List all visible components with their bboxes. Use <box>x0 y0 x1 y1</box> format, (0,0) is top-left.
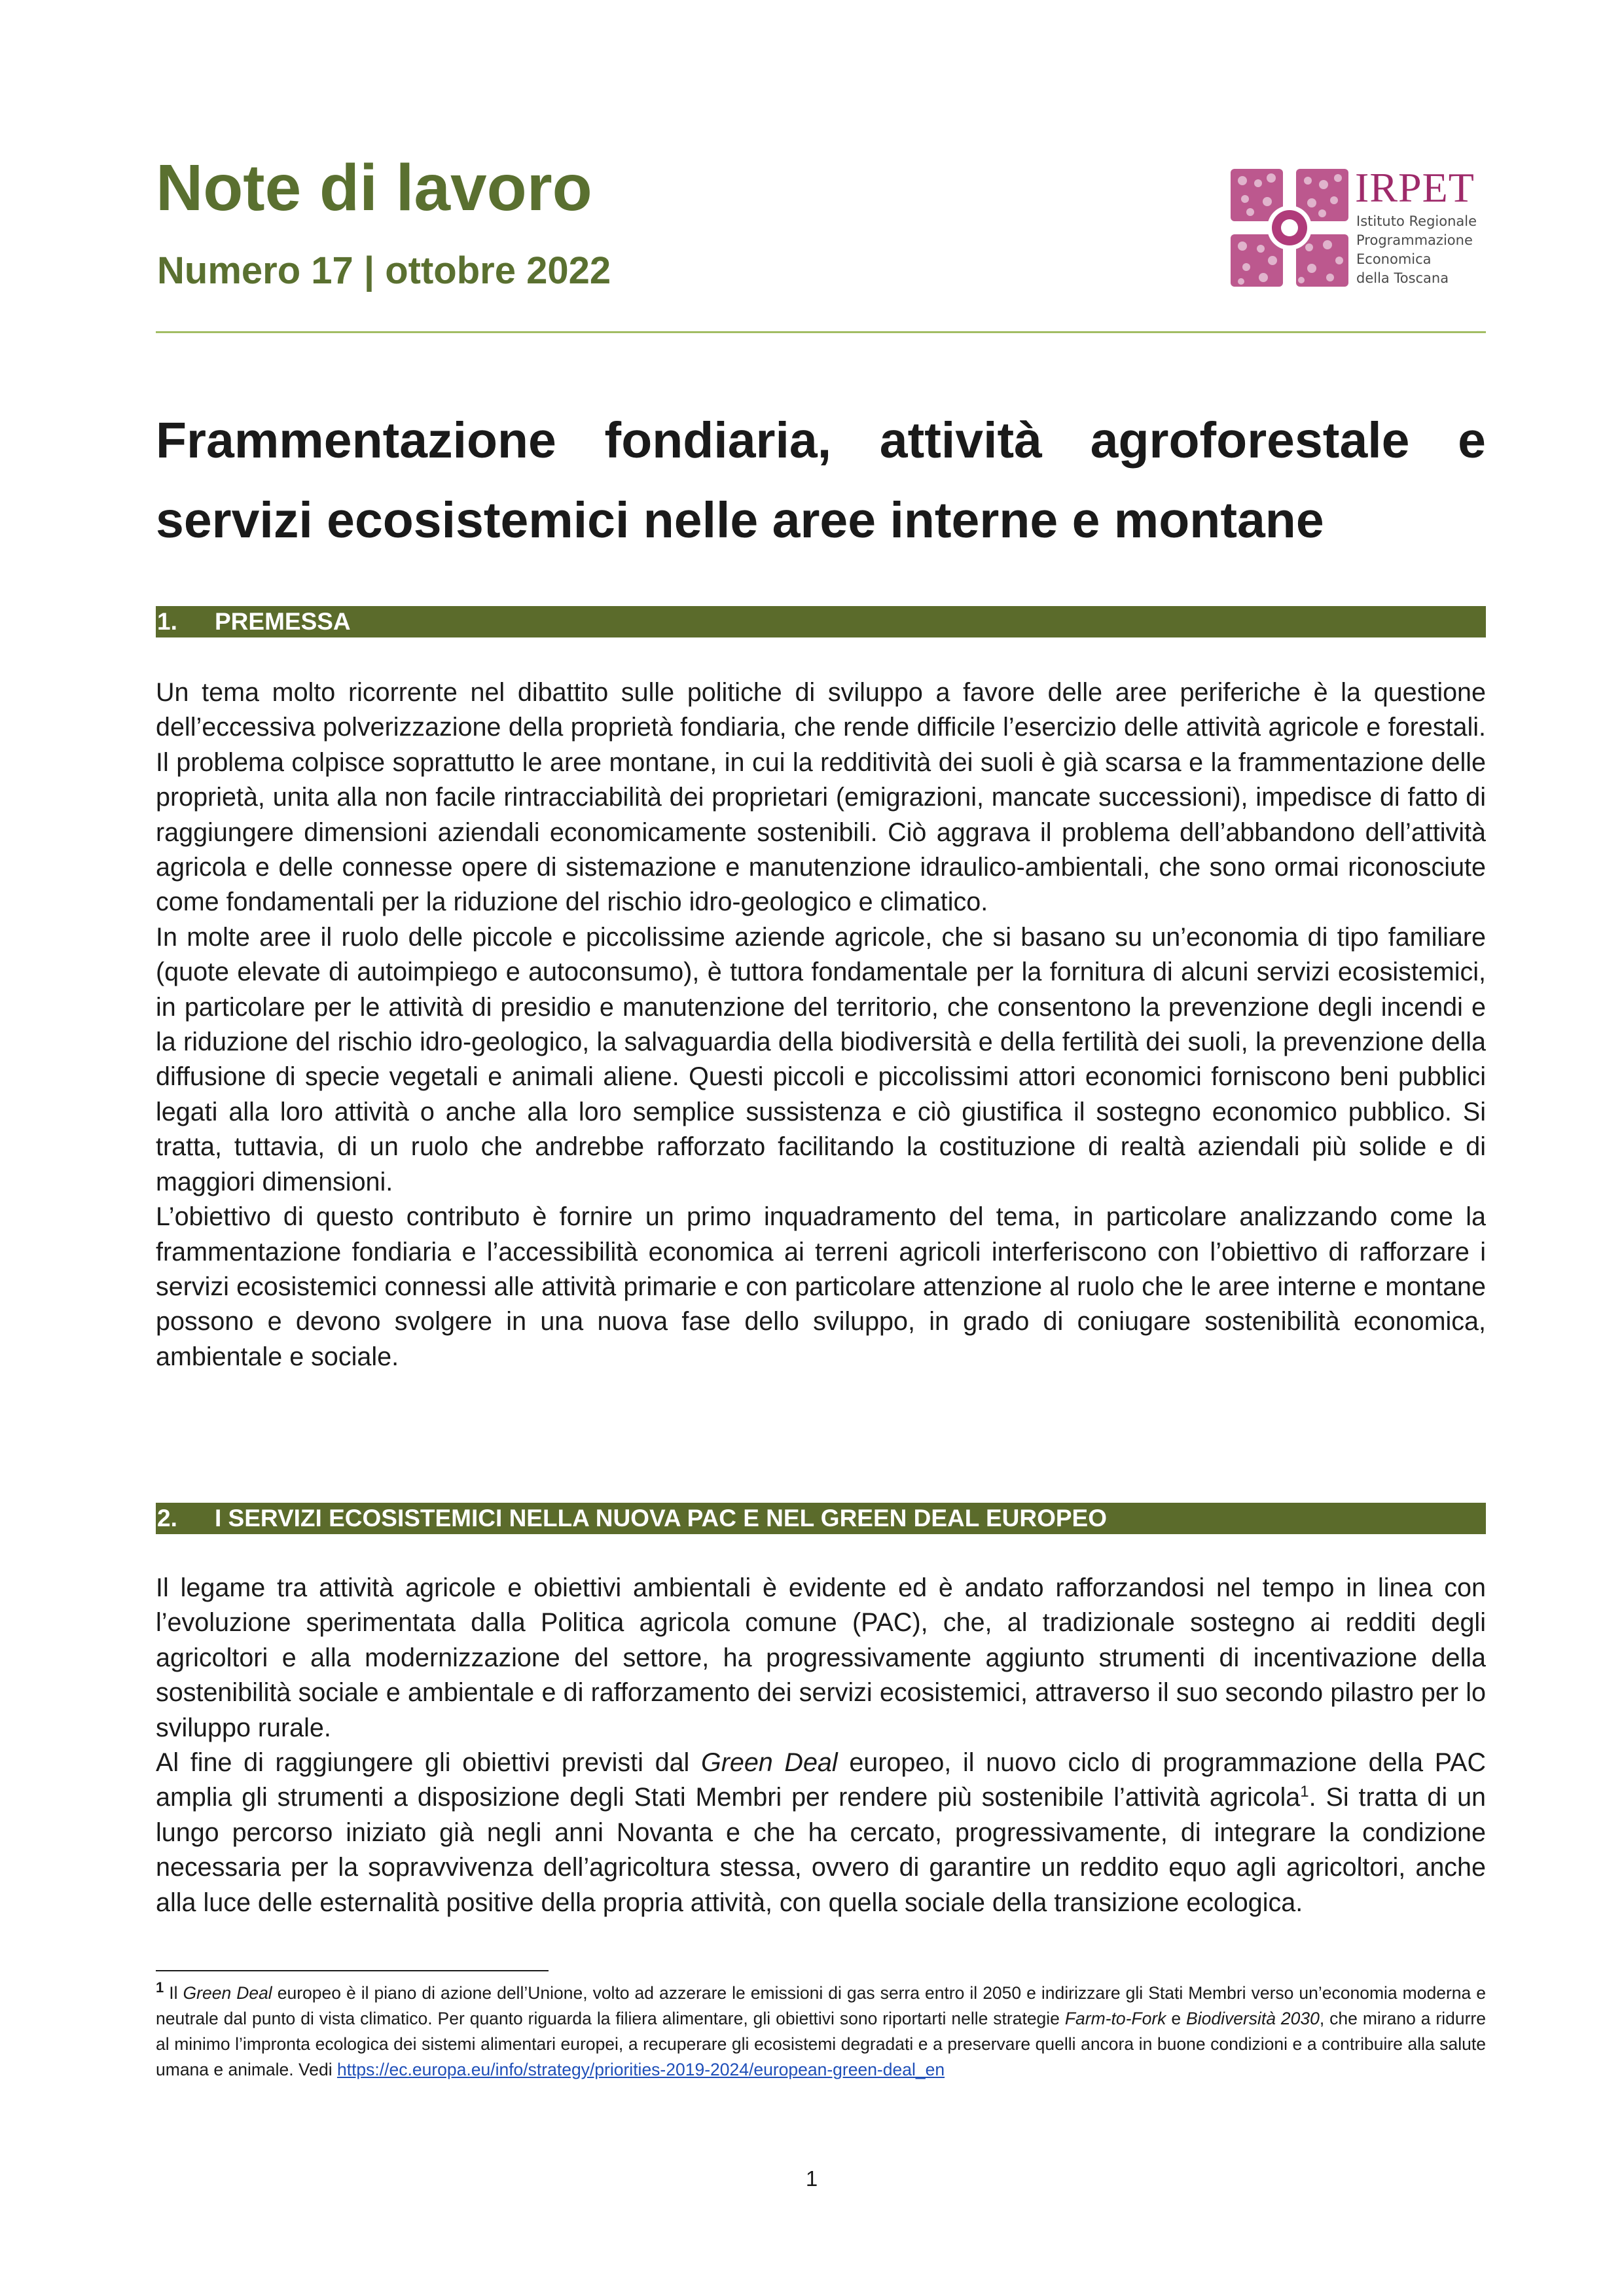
paragraph: L’obiettivo di questo contributo è fornire un primo inquadramento del tema, in particolare analizzando come la frammentazione fondiaria e l’accessibilità economica ai terreni agricoli interferiscono con l’obiettivo di rafforzare i servizi ecosistemici connessi alle attività primarie e con particolare attenzione al ruolo che le aree interne e montane possono e devono svolgere in una nuova fase dello sviluppo, in grado di coniugare sostenibilità economica, ambientale e sociale. <box>156 1202 1486 1371</box>
footnote <box>156 1981 1486 2083</box>
logo-subtitle <box>1356 212 1477 288</box>
irpet-emblem-icon <box>1231 169 1348 287</box>
logo-line: Programmazione <box>1356 232 1473 248</box>
series-title: Note di lavoro <box>156 151 592 224</box>
section-number: 1. <box>157 608 177 635</box>
text-run: Il <box>164 1983 183 2003</box>
section-body-servizi-ecosistemici <box>156 1571 1486 1920</box>
italic-term: Farm-to-Fork <box>1064 2009 1166 2028</box>
italic-term: Biodiversità 2030 <box>1186 2009 1320 2028</box>
issue-number: Numero 17 | ottobre 2022 <box>157 249 611 292</box>
section-body-premessa <box>156 675 1486 1374</box>
page-number: 1 <box>805 2166 818 2191</box>
header-divider <box>156 331 1486 333</box>
italic-term: Green Deal <box>700 1748 838 1778</box>
paragraph <box>156 1746 1486 1920</box>
footnote-reference[interactable]: 1 <box>1300 1783 1309 1801</box>
logo-name: IRPET <box>1355 164 1475 211</box>
section-heading-servizi-ecosistemici <box>156 1503 1486 1534</box>
footnote-number: 1 <box>156 1979 164 1996</box>
logo-line: Istituto Regionale <box>1356 213 1477 229</box>
italic-term: Green Deal <box>183 1983 272 2003</box>
paragraph: Un tema molto ricorrente nel dibattito sulle politiche di sviluppo a favore delle aree periferiche è la questione dell’eccessiva polverizzazione della proprietà fondiaria, che rende difficile l’esercizio delle attività agricole e forestali. Il problema colpisce soprattutto le aree montane, in cui la redditività dei suoli è già scarsa e la frammentazione delle proprietà, unita alla non facile rintracciabilità dei proprietari (emigrazioni, mancate successioni), impedisce di fatto di raggiungere dimensioni aziendali economicamente sostenibili. Ciò aggrava il problema dell’abbandono dell’attività agricola e delle connesse opere di sistemazione e manutenzione idraulico-ambientali, che sono ormai riconosciute come fondamentali per la riduzione del rischio idro-geologico e climatico. <box>156 678 1486 917</box>
logo-line: della Toscana <box>1356 270 1449 286</box>
text-run: europeo, il nuovo ciclo di programmazione della PAC amplia gli strumenti a disposizione degli Stati Membri per rendere più sostenibile l’attività agricola <box>156 1748 1486 1812</box>
text-run: e <box>1166 2009 1187 2028</box>
paragraph: Il legame tra attività agricole e obiettivi ambientali è evidente ed è andato rafforzandosi nel tempo in linea con l’evoluzione sperimentata dalla Politica agricola comune (PAC), che, al tradizionale sostegno ai redditi degli agricoltori e alla modernizzazione del settore, ha progressivamente aggiunto strumenti di incentivazione della sostenibilità sociale e ambientale e di rafforzamento dei servizi ecosistemici, attraverso il suo secondo pilastro per lo sviluppo rurale. <box>156 1573 1486 1742</box>
text-run: . Si tratta di un lungo percorso iniziato già negli anni Novanta e che ha cercato, progressivamente, di integrare la condizione necessaria per la sopravvivenza dell’agricoltura stessa, ovvero di garantire un reddito equo agli agricoltori, anche alla luce delle esternalità positive della propria attività, con quella sociale della transizione ecologica. <box>156 1783 1487 1917</box>
footnote-separator <box>156 1970 549 1971</box>
text-run: , che mirano a ridurre al minimo l’impronta ecologica dei sistemi alimentari europei, a recuperare gli ecosistemi degradati e a preservare quelli ancora in buone condizioni e a contribuire alla salute umana e animale. Vedi <box>156 2009 1486 2079</box>
paragraph: In molte aree il ruolo delle piccole e piccolissime aziende agricole, che si basano su un’economia di tipo familiare (quote elevate di autoimpiego e autoconsumo), è tuttora fondamentale per la fornitura di alcuni servizi ecosistemici, in particolare per le attività di presidio e manutenzione del territorio, che consentono la prevenzione degli incendi e la riduzione del rischio idro-geologico, la salvaguardia della biodiversità e della fertilità dei suoli, la prevenzione della diffusione di specie vegetali e animali aliene. Questi piccoli e piccolissimi attori economici forniscono beni pubblici legati alla loro attività o anche alla loro semplice sussistenza e ciò giustifica il sostegno economico pubblico. Si tratta, tuttavia, di un ruolo che andrebbe rafforzato facilitando la costituzione di realtà aziendali più solide e di maggiori dimensioni. <box>156 922 1486 1196</box>
logo-line: Economica <box>1356 251 1432 267</box>
section-number: 2. <box>157 1505 177 1532</box>
text-run: Al fine di raggiungere gli obiettivi previsti dal <box>156 1748 701 1778</box>
text-run: europeo è il piano di azione dell’Unione, volto ad azzerare le emissioni di gas serra entro il 2050 e indirizzare gli Stati Membri verso un’economia moderna e neutrale dal punto di vista climatico. Per quanto riguarda la filiera alimentare, gli obiettivi sono riportarti nelle strategie <box>156 1983 1487 2028</box>
green-deal-link[interactable]: https://ec.europa.eu/info/strategy/priorities-2019-2024/european-green-deal_en <box>336 2060 945 2079</box>
section-heading-text: PREMESSA <box>215 608 351 635</box>
section-heading-text: I SERVIZI ECOSISTEMICI NELLA NUOVA PAC E NEL GREEN DEAL EUROPEO <box>215 1505 1108 1532</box>
section-heading-premessa <box>156 606 1486 637</box>
document-title: Frammentazione fondiaria, attività agroforestale e servizi ecosistemici nelle aree interne e montane <box>156 412 1486 548</box>
irpet-logo <box>1231 164 1479 293</box>
